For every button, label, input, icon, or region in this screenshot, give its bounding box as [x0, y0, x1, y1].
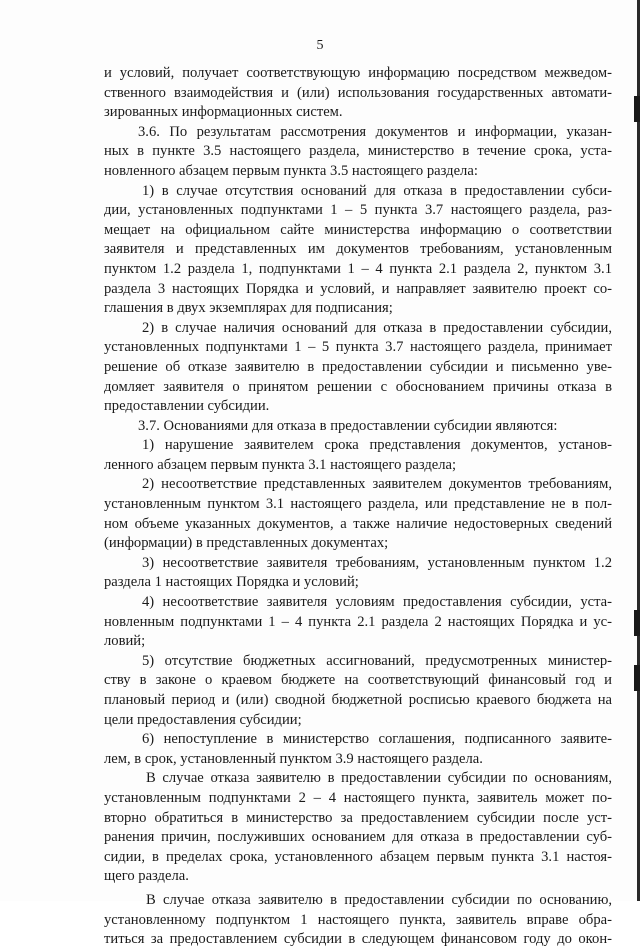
text-line: 2) в случае наличия оснований для отказа в предоставлении субсидии, [142, 319, 612, 336]
text-line: дии, установленных подпунктами 1 – 5 пункта 3.7 настоящего раздела, раз- [104, 202, 612, 219]
text-line: плановый период и (или) сводной бюджетной росписью краевого бюджета на [104, 692, 612, 708]
document-body [104, 64, 612, 950]
scan-mark [634, 610, 640, 636]
text-line: ранения причин, послуживших основанием для отказа в предоставлении суб- [104, 829, 612, 846]
text-line: 5) отсутствие бюджетных ассигнований, предусмотренных министер- [142, 652, 612, 669]
text-line: решение об отказе заявителю в предоставлении субсидии и письменно уве- [104, 358, 612, 375]
text-line: ленного абзацем первым пункта 3.1 настоящего раздела; [104, 456, 457, 473]
text-line: ловий; [104, 633, 146, 650]
text-line: предоставлении субсидии. [104, 398, 270, 415]
text-line: вторно обратиться в министерство за предоставлением субсидии после уст- [104, 809, 612, 826]
text-line: титься за предоставлением субсидии в следующем финансовом году до окон- [104, 931, 612, 948]
text-line: и условий, получает соответствующую информацию посредством межведом- [104, 65, 612, 81]
text-line: установленных подпунктами 1 – 5 пункта 3.7 настоящего раздела, принимает [104, 339, 612, 356]
text-line: домляет заявителя о принятом решении с обоснованием причины отказа в [104, 378, 612, 395]
text-line: ственного взаимодействия и (или) использования государственных автомати- [104, 84, 612, 101]
text-line: зированных информационных систем. [104, 104, 343, 121]
scan-mark [634, 96, 640, 122]
scan-mark [634, 665, 640, 691]
text-line: 2) несоответствие представленных заявителем документов требованиям, [142, 476, 612, 493]
text-line: лем, в срок, установленный пунктом 3.9 настоящего раздела. [104, 750, 483, 767]
text-line: ных в пункте 3.5 настоящего раздела, министерство в течение срока, уста- [104, 143, 612, 160]
text-line: 4) несоответствие заявителя условиям предоставления субсидии, уста- [142, 594, 612, 611]
text-line: 1) нарушение заявителем срока представления документов, установ- [142, 437, 612, 454]
text-line: ном объеме указанных документов, а также наличие недостоверных сведений [104, 515, 612, 532]
text-line: глашения в двух экземплярах для подписания; [104, 300, 393, 317]
text-line: 3.7. Основаниями для отказа в предоставлении субсидии являются: [138, 417, 558, 434]
text-line: В случае отказа заявителю в предоставлении субсидии по основаниям, [146, 770, 612, 787]
text-line: установленным пунктом 3.1 настоящего раздела, или представление не в пол- [104, 496, 612, 513]
text-line: 1) в случае отсутствия оснований для отказа в предоставлении субси- [142, 182, 612, 199]
text-line: пунктом 1.2 раздела 1, подпунктами 1 – 4 пункта 2.1 раздела 2, пунктом 3.1 [104, 260, 612, 277]
text-line: установленным подпунктами 2 – 4 настоящего пункта, заявитель может по- [104, 789, 612, 806]
text-line: установленному подпунктом 1 настоящего пункта, заявитель вправе обра- [104, 911, 612, 928]
text-line: 3.6. По результатам рассмотрения документов и информации, указан- [138, 123, 612, 140]
text-line: заявителя и представленных им документов требованиям, установленным [104, 241, 612, 258]
text-line: (информации) в представленных документах; [104, 535, 389, 552]
page-number: 5 [316, 38, 324, 53]
text-line: новленным подпунктами 1 – 4 пункта 2.1 раздела 2 настоящих Порядка и ус- [104, 613, 612, 630]
text-line: цели предоставления субсидии; [104, 711, 302, 728]
text-line: 6) непоступление в министерство соглашения, подписанного заявите- [142, 731, 612, 748]
text-line: новленного абзацем первым пункта 3.5 настоящего раздела: [104, 162, 478, 179]
text-line: ству в законе о краевом бюджете на соответствующий финансовый год и [104, 672, 612, 689]
text-line: щего раздела. [104, 868, 189, 885]
text-line: мещает на официальном сайте министерства информацию о соответствии [104, 221, 612, 238]
text-line: 3) несоответствие заявителя требованиям, установленным пунктом 1.2 [142, 554, 612, 571]
text-line: сидии, в пределах срока, установленного абзацем первым пункта 3.1 настоя- [104, 848, 612, 865]
text-line: раздела 1 настоящих Порядка и условий; [104, 574, 359, 591]
text-line: В случае отказа заявителю в предоставлении субсидии по основанию, [146, 891, 612, 908]
text-line: раздела 3 настоящих Порядка и условий, и направляет заявителю проект со- [104, 280, 612, 297]
